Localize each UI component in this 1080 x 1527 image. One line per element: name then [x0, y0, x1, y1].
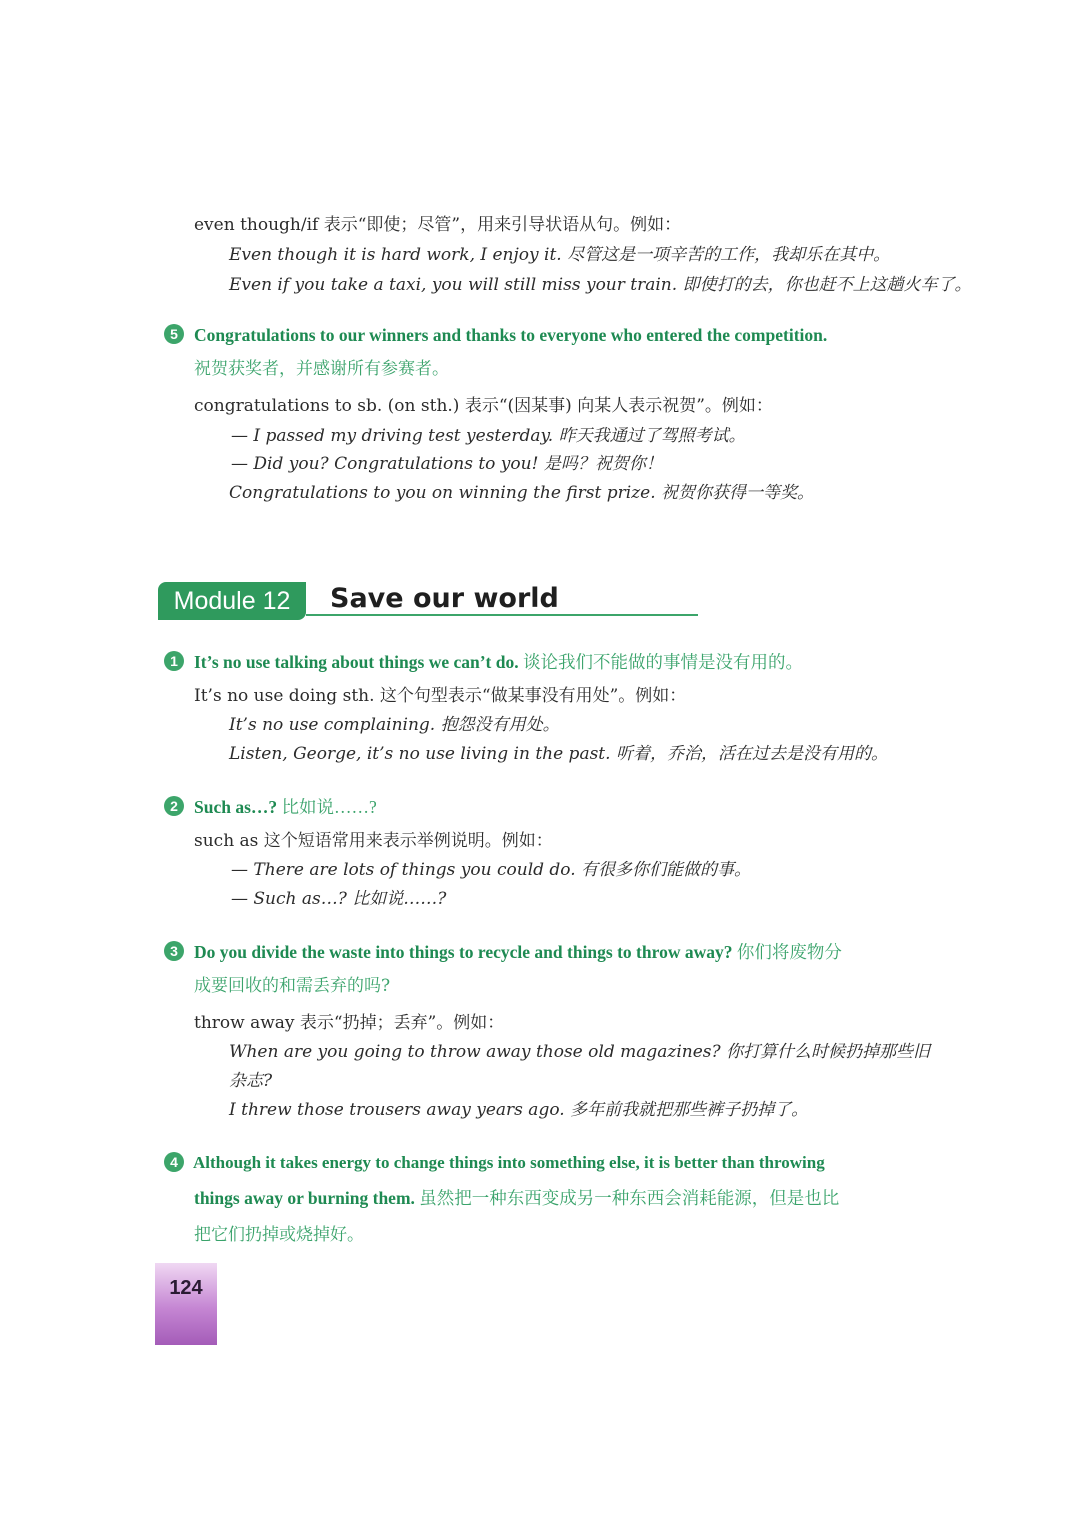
- item-heading: [194, 796, 377, 818]
- example-sentence: — Such as…? 比如说……?: [231, 889, 447, 909]
- example-sentence: Listen, George, it’s no use living in the past. 听着，乔治，活在过去是没有用的。: [229, 744, 888, 764]
- item-heading-en: Do you divide the waste into things to recycle and things to throw away?: [194, 942, 733, 962]
- module-title: Save our world: [330, 583, 559, 614]
- item-heading: [194, 941, 842, 963]
- item-heading-cn: 把它们扔掉或烧掉好。: [194, 1225, 364, 1245]
- example-sentence: — I passed my driving test yesterday. 昨天我通过了驾照考试。: [231, 426, 746, 446]
- item-explanation: congratulations to sb. (on sth.) 表示“(因某事) 向某人表示祝贺”。例如：: [194, 396, 773, 416]
- example-sentence: Congratulations to you on winning the first prize. 祝贺你获得一等奖。: [229, 483, 815, 503]
- example-sentence: When are you going to throw away those old magazines? 你打算什么时候扔掉那些旧: [229, 1042, 931, 1062]
- module-badge: Module 12: [158, 582, 306, 620]
- example-sentence: — There are lots of things you could do. 有很多你们能做的事。: [231, 860, 752, 880]
- example-sentence: 杂志?: [229, 1071, 273, 1091]
- item-heading-cn: 祝贺获奖者，并感谢所有参赛者。: [194, 359, 449, 379]
- page-number: 124: [155, 1263, 217, 1345]
- module-title-underline: [306, 614, 698, 616]
- item-number-badge: 5: [164, 324, 184, 344]
- example-sentence: It’s no use complaining. 抱怨没有用处。: [229, 715, 560, 735]
- item-heading-en: Although it takes energy to change things into something else, it is better than throwing: [193, 1153, 825, 1172]
- item-explanation: such as 这个短语常用来表示举例说明。例如：: [194, 831, 553, 851]
- item-heading-en: Such as…?: [194, 797, 278, 817]
- item-explanation: It’s no use doing sth. 这个句型表示“做某事没有用处”。例如：: [194, 686, 687, 706]
- item-heading-en: Congratulations to our winners and thanks to everyone who entered the competition.: [194, 325, 828, 345]
- item-number-badge: 1: [164, 651, 184, 671]
- item-explanation: throw away 表示“扔掉；丢弃”。例如：: [194, 1013, 505, 1033]
- example-sentence: — Did you? Congratulations to you! 是吗？祝贺你！: [231, 454, 663, 474]
- example-sentence: Even though it is hard work, I enjoy it. 尽管这是一项辛苦的工作，我却乐在其中。: [229, 245, 891, 265]
- item-heading: [194, 651, 803, 673]
- item-heading-cn: 虽然把一种东西变成另一种东西会消耗能源，但是也比: [419, 1188, 840, 1208]
- item-heading-cn: 成要回收的和需丢弃的吗?: [194, 976, 391, 996]
- example-sentence: Even if you take a taxi, you will still miss your train. 即使打的去，你也赶不上这趟火车了。: [229, 275, 972, 295]
- item-number-badge: 4: [164, 1152, 184, 1172]
- item-heading-cn: 你们将废物分: [736, 942, 842, 962]
- item-heading-en: It’s no use talking about things we can’t do.: [194, 652, 519, 672]
- even-though-explanation: even though/if 表示“即使；尽管”，用来引导状语从句。例如：: [194, 215, 682, 235]
- item-heading: [194, 1187, 839, 1209]
- example-sentence: I threw those trousers away years ago. 多年前我就把那些裤子扔掉了。: [229, 1100, 809, 1120]
- item-number-badge: 2: [164, 796, 184, 816]
- item-heading-cn: 比如说……?: [281, 797, 377, 817]
- item-heading-en: things away or burning them.: [194, 1188, 415, 1208]
- item-heading-cn: 谈论我们不能做的事情是没有用的。: [523, 652, 803, 672]
- item-number-badge: 3: [164, 941, 184, 961]
